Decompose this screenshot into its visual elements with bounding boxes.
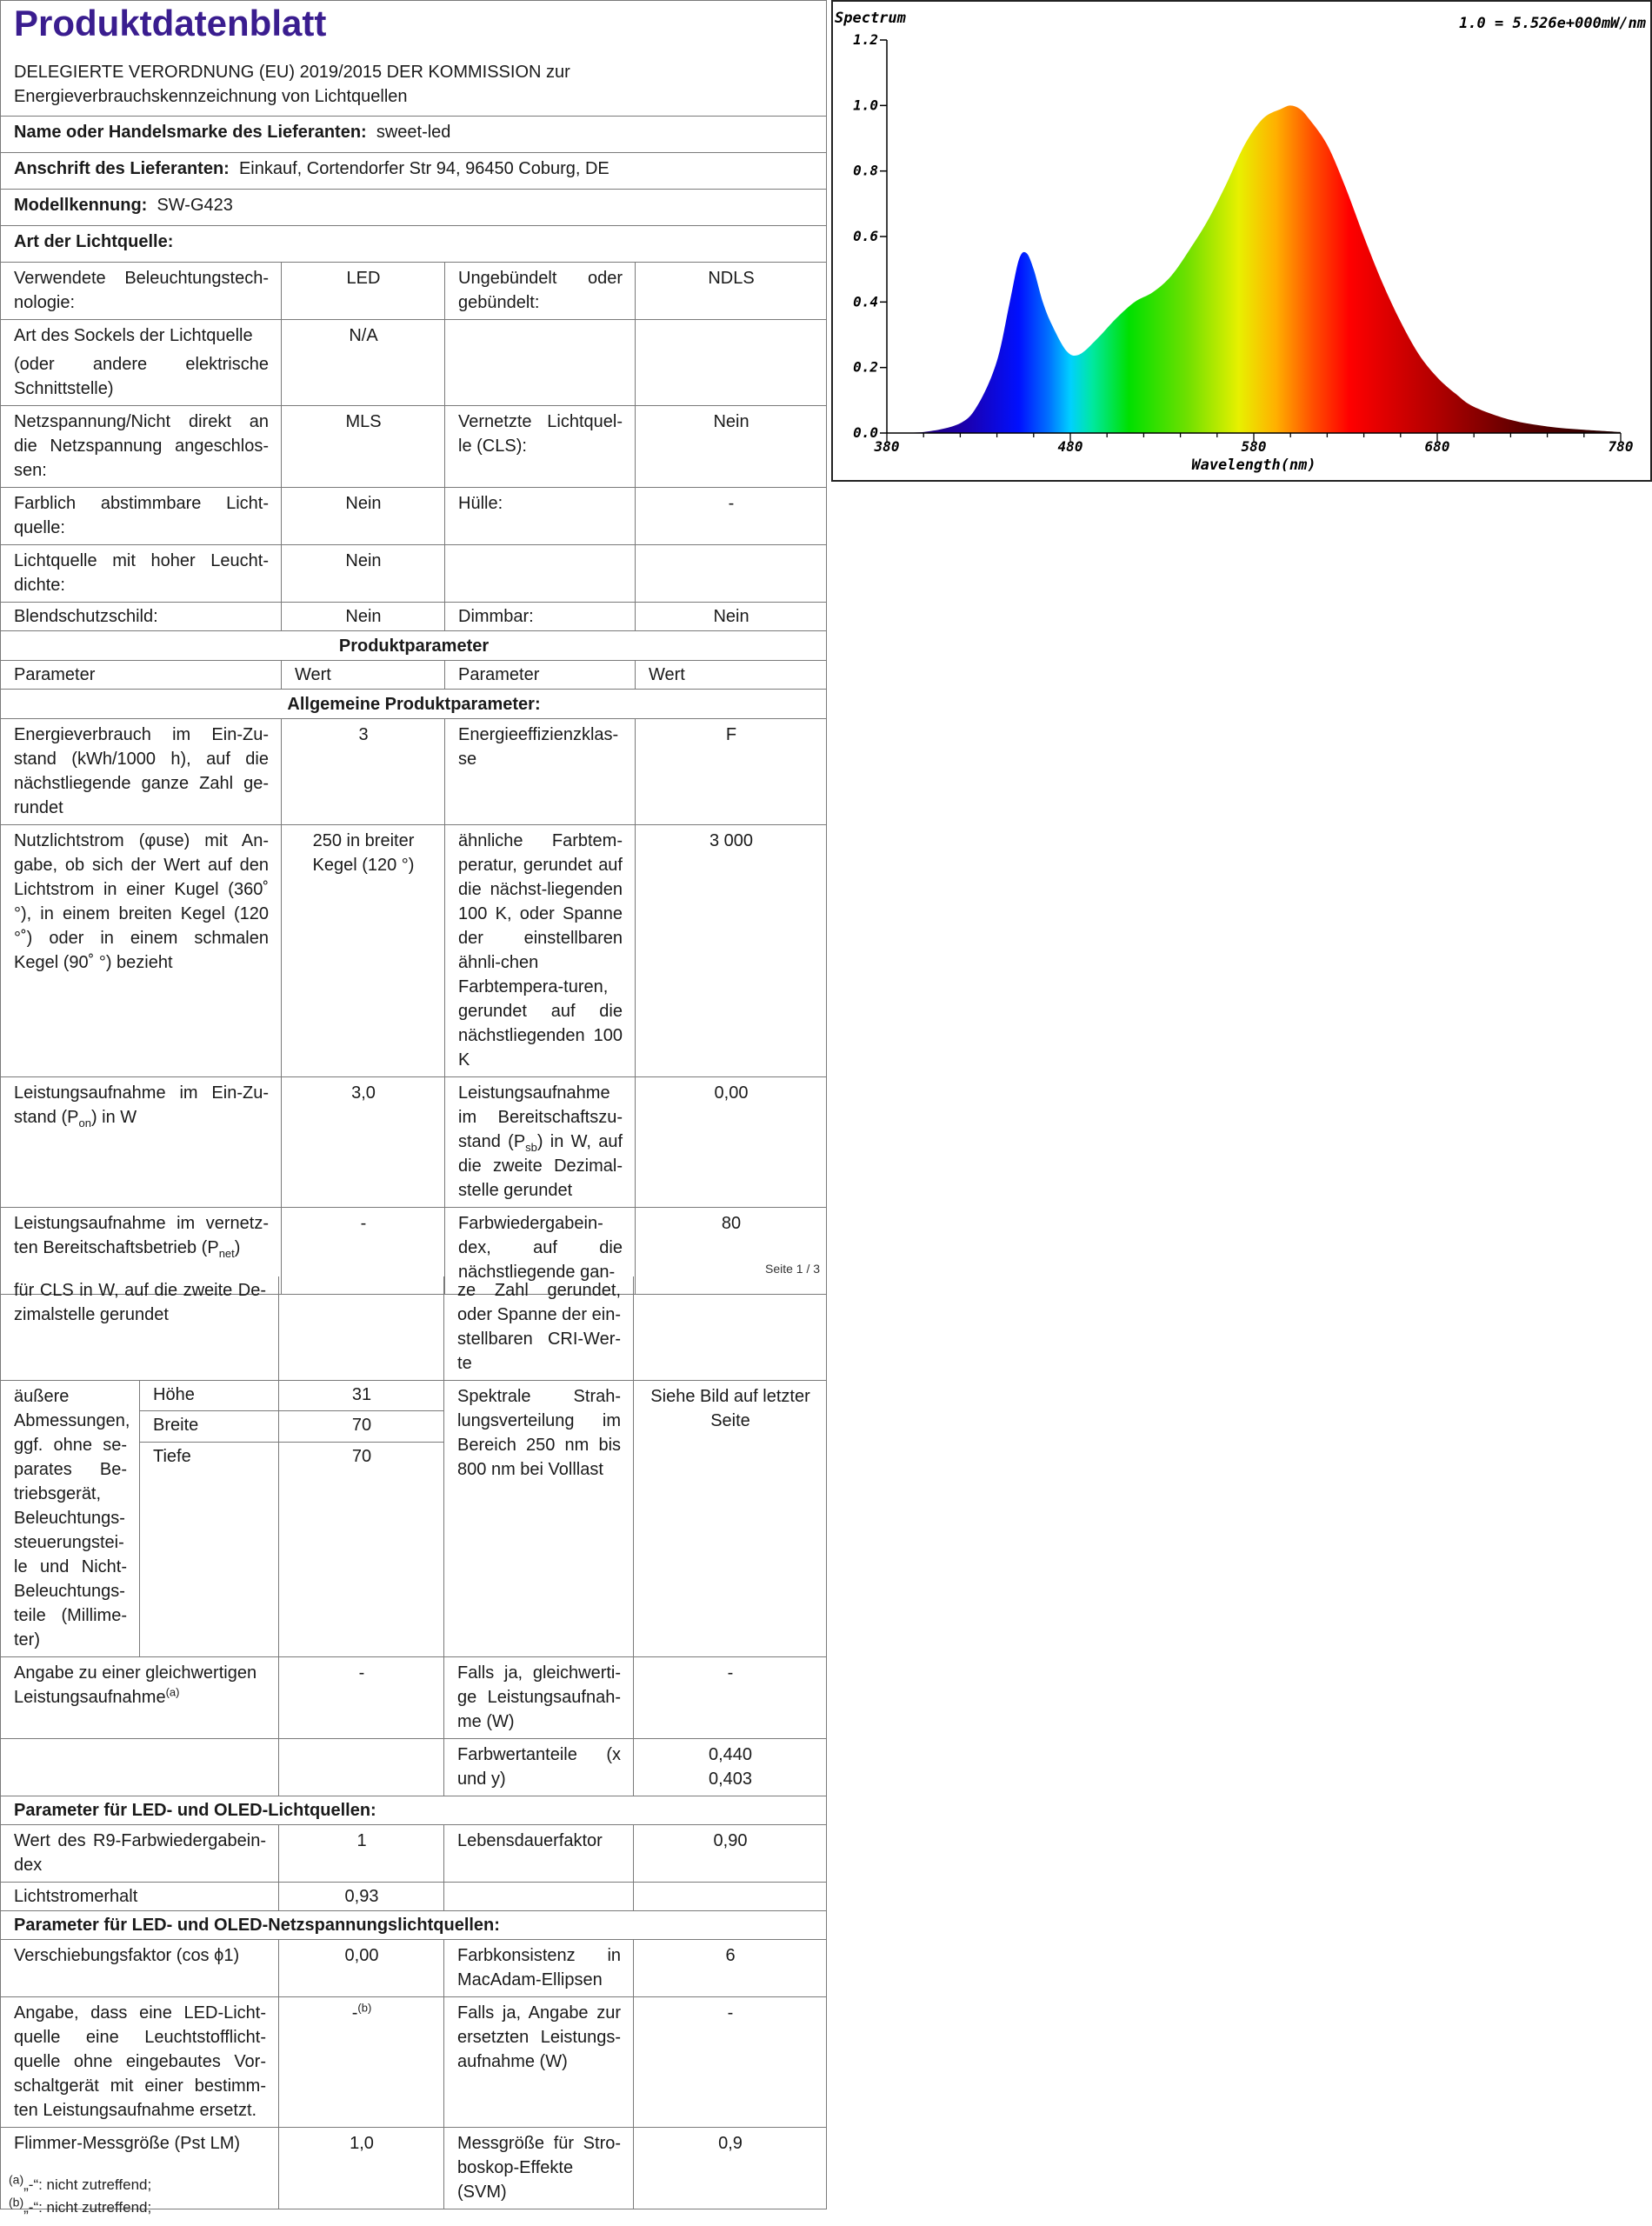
dimension-width-value: 70 — [279, 1411, 444, 1442]
color-consistency-value: 6 — [634, 1940, 827, 1997]
spectral-distribution-label: Spektrale Strah-lungsverteilung im Bereich 250 nm bis 800 nm bei Volllast — [444, 1381, 634, 1657]
tunable-value: Nein — [282, 488, 445, 545]
equivalent-power-value: - — [279, 1657, 444, 1739]
empty-cell — [634, 1883, 827, 1911]
cap-type-label-line-1: Art des Sockels der Lichtquelle — [14, 326, 253, 345]
dimension-depth-value: 70 — [279, 1442, 444, 1656]
spectrum-svg — [833, 2, 1650, 480]
lumen-maintenance-label: Lichtstromerhalt — [1, 1883, 279, 1911]
flicker-metric-value: 1,0 — [279, 2128, 444, 2209]
x-axis-label: Wavelength(nm) — [1191, 457, 1316, 474]
empty-cell — [444, 1883, 634, 1911]
x-tick-label: 480 — [1057, 438, 1083, 455]
standby-power-label: Leistungsaufnahme im Bereitschaftszu-stand $(P_{sb})$ in W, auf die zweite Dezimal-stelle gerundet — [445, 1077, 636, 1208]
y-tick-label: 0.8 — [853, 162, 878, 179]
empty-cell — [445, 320, 636, 406]
empty-cell — [279, 1276, 444, 1381]
datasheet-table-page-1 — [0, 0, 827, 1295]
y-tick-label: 1.2 — [853, 31, 878, 48]
empty-cell — [279, 1739, 444, 1796]
column-header-value: Wert — [282, 661, 445, 690]
chromaticity-y: 0,403 — [708, 1769, 753, 1789]
empty-cell — [636, 320, 827, 406]
replacement-power-label: Falls ja, Angabe zur ersetzten Leistungs-aufnahme (W) — [444, 1997, 634, 2128]
chromaticity-x: 0,440 — [708, 1745, 753, 1764]
high-luminance-label: Lichtquelle mit hoher Leucht-dichte: — [1, 545, 282, 603]
footnote-b: $^{(b)}$„-“: nicht zutreffend; — [9, 2195, 152, 2216]
model-value: SW-G423 — [157, 196, 233, 215]
x-tick-label: 780 — [1608, 438, 1634, 455]
column-header-parameter: Parameter — [1, 661, 282, 690]
column-header-value: Wert — [636, 661, 827, 690]
x-ticks — [874, 433, 1634, 455]
mains-value: MLS — [282, 406, 445, 488]
page-title: Produktdatenblatt — [1, 1, 827, 47]
dimension-height-value: 31 — [279, 1381, 444, 1411]
supplier-address-row — [1, 153, 827, 190]
datasheet-table-page-2 — [0, 1276, 827, 2209]
y-ticks — [853, 31, 887, 441]
replacement-claim-value: -$^{(b)}$ — [279, 1997, 444, 2128]
directional-value: NDLS — [636, 263, 827, 320]
displacement-factor-label: Verschiebungsfaktor (cos ϕ1) — [1, 1940, 279, 1997]
chart-title: Spectrum — [835, 10, 906, 27]
networked-standby-label: Leistungsaufnahme im vernetz-ten Bereitschaftsbetrieb $(P_{net})$ — [1, 1208, 282, 1295]
cls-value: Nein — [636, 406, 827, 488]
y-tick-label: 1.0 — [853, 97, 878, 114]
regulation-text — [1, 46, 827, 117]
color-temperature-value: 3 000 — [636, 825, 827, 1077]
empty-cell — [445, 545, 636, 603]
color-rendering-label: Farbwiedergabein-dex, auf die nächstliegende gan- — [445, 1208, 636, 1295]
spectrum-area — [887, 105, 1621, 433]
footnote-a: $^{(a)}$„-“: nicht zutreffend; — [9, 2172, 152, 2193]
dimension-depth-label: Tiefe — [140, 1442, 279, 1656]
led-parameters-header: Parameter für LED- und OLED-Lichtquellen: — [1, 1796, 827, 1825]
equivalent-power-label: Angabe zu einer gleichwertigen Leistungsaufnahme$^{(a)}$ — [1, 1657, 279, 1739]
replacement-claim-label: Angabe, dass eine LED-Licht-quelle eine Leuchtstofflicht-quelle ohne eingebautes Vor-schaltgerät mit einer bestimm-ten Leistungsaufnahme ersetzt. — [1, 1997, 279, 2128]
supplier-address-label: Anschrift des Lieferanten: — [14, 159, 230, 178]
equivalent-power-w-value: - — [634, 1657, 827, 1739]
color-rendering-value: 80 — [636, 1208, 827, 1295]
luminous-flux-label: Nutzlichtstrom (φuse) mit An-gabe, ob sich der Wert auf den Lichtstrom in einer Kugel (360˚ °), in einem breiten Kegel (120 °˚) oder in einem schmalen Kegel (90˚ °) bezieht — [1, 825, 282, 1077]
product-parameters-header: Produktparameter — [1, 631, 827, 661]
survival-factor-value: 0,90 — [634, 1825, 827, 1883]
anti-glare-value: Nein — [282, 603, 445, 631]
empty-cell — [636, 545, 827, 603]
energy-consumption-value: 3 — [282, 719, 445, 825]
datasheet-page-2 — [0, 1276, 826, 2209]
flicker-metric-label: Flimmer-Messgröße (Pst LM) — [1, 2128, 279, 2209]
dimension-width-label: Breite — [140, 1411, 279, 1442]
cap-type-label-line-2: (oder andere elektrische Schnittstelle) — [14, 355, 269, 398]
cap-type-value: N/A — [282, 320, 445, 406]
stroboscopic-label: Messgröße für Stro-boskop-Effekte (SVM) — [444, 2128, 634, 2209]
directional-label: Ungebündelt oder gebündelt: — [445, 263, 636, 320]
displacement-factor-value: 0,00 — [279, 1940, 444, 1997]
chromaticity-label: Farbwertanteile (x und y) — [444, 1739, 634, 1796]
networked-standby-label-cont: für CLS in W, auf die zweite De-zimalstelle gerundet — [1, 1276, 279, 1381]
dimmable-label: Dimmbar: — [445, 603, 636, 631]
energy-class-label: Energieeffizienzklas-se — [445, 719, 636, 825]
x-tick-label: 680 — [1424, 438, 1450, 455]
spectrum-chart — [831, 0, 1652, 482]
general-parameters-header: Allgemeine Produktparameter: — [1, 690, 827, 719]
luminous-flux-value: 250 in breiter Kegel (120 °) — [282, 825, 445, 1077]
anti-glare-label: Blendschutzschild: — [1, 603, 282, 631]
on-mode-power-value: 3,0 — [282, 1077, 445, 1208]
color-temperature-label: ähnliche Farbtem-peratur, gerundet auf die nächst-liegenden 100 K, oder Spanne der einstellbaren ähnli-chen Farbtempera-turen, gerundet auf die nächstliegenden 100 K — [445, 825, 636, 1077]
color-rendering-label-cont: ze Zahl gerundet, oder Spanne der ein-stellbaren CRI-Wer-te — [444, 1276, 634, 1381]
empty-cell — [1, 1739, 279, 1796]
x-tick-label: 580 — [1241, 438, 1267, 455]
mains-label: Netzspannung/Nicht direkt an die Netzspannung angeschlos-sen: — [1, 406, 282, 488]
energy-class-value: F — [636, 719, 827, 825]
page-number: Seite 1 / 3 — [765, 1262, 821, 1276]
energy-consumption-label: Energieverbrauch im Ein-Zu-stand (kWh/1000 h), auf die nächstliegende ganze Zahl ge-rundet — [1, 719, 282, 825]
light-source-type-header: Art der Lichtquelle: — [1, 226, 827, 263]
stroboscopic-value: 0,9 — [634, 2128, 827, 2209]
dimmable-value: Nein — [636, 603, 827, 631]
technology-label: Verwendete Beleuchtungstech-nologie: — [1, 263, 282, 320]
column-header-parameter: Parameter — [445, 661, 636, 690]
y-tick-label: 0.6 — [853, 228, 878, 244]
y-tick-label: 0.4 — [853, 293, 878, 310]
regulation-line-2: Energieverbrauchskennzeichnung von Lichtquellen — [14, 87, 408, 106]
supplier-address-value: Einkauf, Cortendorfer Str 94, 96450 Coburg, DE — [238, 159, 610, 178]
supplier-name-row — [1, 117, 827, 153]
standby-power-value: 0,00 — [636, 1077, 827, 1208]
r9-label: Wert des R9-Farbwiedergabein-dex — [1, 1825, 279, 1883]
y-tick-label: 0.0 — [853, 424, 878, 441]
y-tick-label: 0.2 — [853, 358, 878, 376]
technology-value: LED — [282, 263, 445, 320]
r9-value: 1 — [279, 1825, 444, 1883]
lumen-maintenance-value: 0,93 — [279, 1883, 444, 1911]
equivalent-power-w-label: Falls ja, gleichwerti-ge Leistungsaufnah-me (W) — [444, 1657, 634, 1739]
footnotes — [9, 2174, 151, 2219]
dimensions-label: äußere Abmessungen, ggf. ohne se-parates Be-triebsgerät, Beleuchtungs-steuerungstei-le und Nicht-Beleuchtungs-teile (Millime-ter) — [1, 1381, 140, 1657]
x-tick-label: 380 — [874, 438, 900, 455]
replacement-power-value: - — [634, 1997, 827, 2128]
model-row — [1, 190, 827, 226]
cap-type-label — [1, 320, 282, 406]
networked-standby-value: - — [282, 1208, 445, 1295]
survival-factor-label: Lebensdauerfaktor — [444, 1825, 634, 1883]
color-consistency-label: Farbkonsistenz in MacAdam-Ellipsen — [444, 1940, 634, 1997]
dimension-height-label: Höhe — [140, 1381, 279, 1411]
mains-parameters-header: Parameter für LED- und OLED-Netzspannungslichtquellen: — [1, 1911, 827, 1940]
envelope-value: - — [636, 488, 827, 545]
tunable-label: Farblich abstimmbare Licht-quelle: — [1, 488, 282, 545]
high-luminance-value: Nein — [282, 545, 445, 603]
spectral-distribution-value: Siehe Bild auf letzter Seite — [634, 1381, 827, 1657]
model-label: Modellkennung: — [14, 196, 148, 215]
regulation-line-1: DELEGIERTE VERORDNUNG (EU) 2019/2015 DER KOMMISSION zur — [14, 63, 570, 82]
on-mode-power-label: Leistungsaufnahme im Ein-Zu-stand $(P_{on})$ in W — [1, 1077, 282, 1208]
envelope-label: Hülle: — [445, 488, 636, 545]
cls-label: Vernetzte Lichtquel-le (CLS): — [445, 406, 636, 488]
empty-cell — [634, 1276, 827, 1381]
chromaticity-value — [634, 1739, 827, 1796]
chart-scale-note: 1.0 = 5.526e+000mW/nm — [1459, 15, 1646, 32]
supplier-name-value: sweet-led — [376, 123, 451, 142]
supplier-name-label: Name oder Handelsmarke des Lieferanten: — [14, 123, 367, 142]
